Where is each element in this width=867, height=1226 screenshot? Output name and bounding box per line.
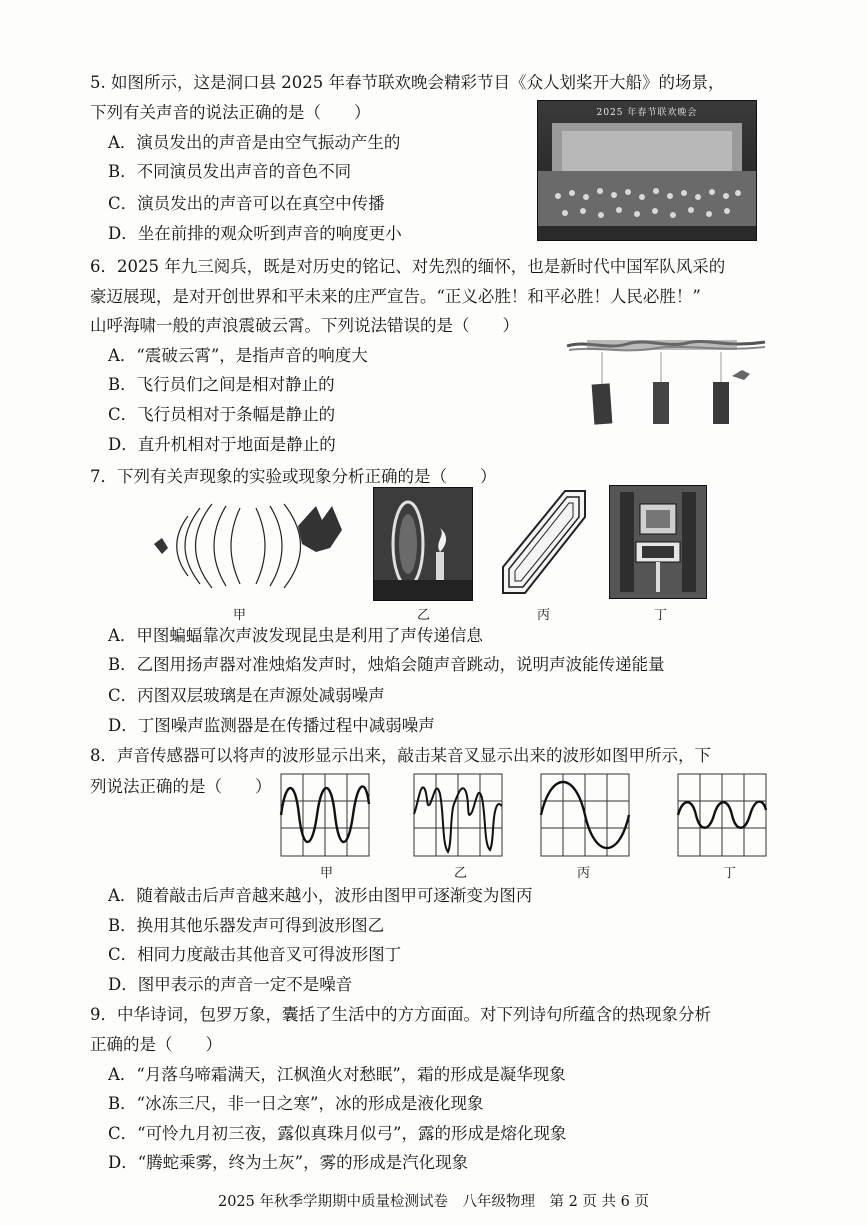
q5-stage-photo [537,100,757,241]
q8-option-b: B．换用其他乐器发声可得到波形图乙 [108,916,385,935]
page-footer: 2025 年秋季学期期中质量检测试卷 八年级物理 第 2 页 共 6 页 [217,1194,649,1210]
q8-wave-ding [678,774,768,858]
q6-stem-line1: 6．2025 年九三阅兵，既是对历史的铭记、对先烈的缅怀，也是新时代中国军队风采的 [90,257,726,276]
q7-option-b: B．乙图用扬声器对准烛焰发声时，烛焰会随声音跳动，说明声波能传递能量 [108,655,665,674]
q8-option-a: A．随着敲击后声音越来越小，波形由图甲可逐渐变为图丙 [108,886,533,905]
q8-option-d: D．图甲表示的声音一定不是噪音 [108,975,353,994]
q7-label-yi: 乙 [417,608,431,623]
q5-stage-scene [538,101,756,240]
q6-option-d: D．直升机相对于地面是静止的 [108,435,336,454]
q7-bat-figure [148,496,348,596]
q8-label-yi: 乙 [454,866,468,881]
q6-option-b: B．飞行员们之间是相对静止的 [108,375,335,394]
q7-label-ding: 丁 [654,608,668,623]
q7-double-glass-figure [499,487,589,599]
q7-option-c: C．丙图双层玻璃是在声源处减弱噪声 [108,686,385,705]
q9-option-c: C．“可怜九月初三夜，露似真珠月似弓”，露的形成是熔化现象 [108,1124,567,1143]
q8-label-bing: 丙 [577,866,591,881]
q9-option-b: B．“冰冻三尺，非一日之寒”，冰的形成是液化现象 [108,1094,484,1113]
q8-stem-line2: 列说法正确的是（ ） [90,777,272,796]
q7-speaker-candle-photo [373,487,473,601]
q6-stem-line3: 山呼海啸一般的声浪震破云霄。下列说法错误的是（ ） [90,316,519,335]
q8-stem-line1: 8．声音传感器可以将声的波形显示出来，敲击某音叉显示出来的波形如图甲所示，下 [90,746,711,765]
q8-wave-jia [281,774,371,858]
q6-option-a: A．“震破云霄”，是指声音的响度大 [108,346,368,365]
q8-wave-yi [414,774,504,858]
q8-label-jia: 甲 [320,866,334,881]
q5-photo-caption: 2025 年春节联欢晚会 [596,108,698,118]
q5-option-b: B．不同演员发出声音的音色不同 [108,162,352,181]
q5-stem-line2: 下列有关声音的说法正确的是（ ） [90,103,371,122]
q5-stem-line1: 5. 如图所示，这是洞口县 2025 年春节联欢晚会精彩节目《众人划桨开大船》的场景， [90,73,725,92]
q5-option-a: A．演员发出的声音是由空气振动产生的 [108,133,401,152]
q6-stem-line2: 豪迈展现，是对开创世界和平未来的庄严宣告。“正义必胜！和平必胜！人民必胜！” [90,287,701,306]
q7-label-bing: 丙 [537,608,551,623]
q7-label-jia: 甲 [233,608,247,623]
q6-option-c: C．飞行员相对于条幅是静止的 [108,405,336,424]
q7-stem: 7．下列有关声现象的实验或现象分析正确的是（ ） [90,467,497,486]
q7-noise-monitor-photo [609,485,707,599]
q8-label-ding: 丁 [723,866,737,881]
q7-option-d: D．丁图噪声监测器是在传播过程中减弱噪声 [108,716,435,735]
q5-option-d: D．坐在前排的观众听到声音的响度更小 [108,224,402,243]
q8-option-c: C．相同力度敲击其他音叉可得波形图丁 [108,945,402,964]
q9-stem-line2: 正确的是（ ） [90,1035,222,1054]
q8-wave-bing [541,774,631,858]
q5-option-c: C．演员发出的声音可以在真空中传播 [108,194,385,213]
q9-stem-line1: 9．中华诗词，包罗万象，囊括了生活中的方方面面。对下列诗句所蕴含的热现象分析 [90,1005,711,1024]
q9-option-d: D．“腾蛇乘雾，终为土灰”，雾的形成是汽化现象 [108,1153,469,1172]
q9-option-a: A．“月落乌啼霜满天，江枫渔火对愁眠”，霜的形成是凝华现象 [108,1065,566,1084]
q7-option-a: A．甲图蝙蝠靠次声波发现昆虫是利用了声传递信息 [108,626,483,645]
q6-helicopter-figure [567,338,767,433]
